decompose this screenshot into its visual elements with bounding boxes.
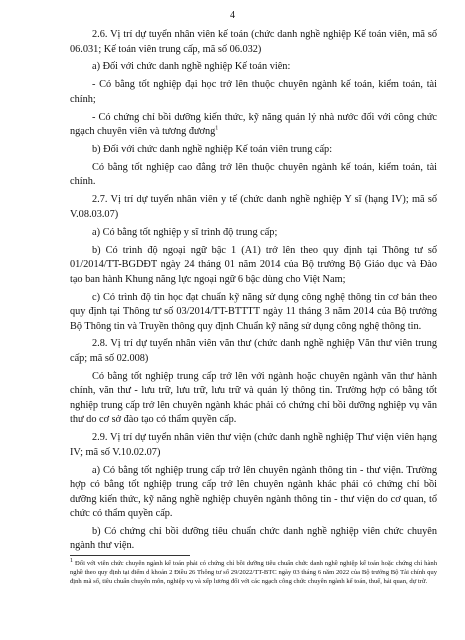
section-2-9-a: a) Có bằng tốt nghiệp trung cấp trở lên chuyên ngành thông tin - thư viện. Trường hợp có bằng tốt nghiệp trung cấp trở lên chuyên ngành khác phải có chứng chỉ bồi dưỡng kiến thức, kỹ năng nghề nghiệp chuyên ngành thông tin - thư viện do cơ quan, tổ chức có thẩm quyền cấp.	[70, 464, 437, 520]
section-2-6-heading: 2.6. Vị trí dự tuyển nhân viên kế toán (chức danh nghề nghiệp Kế toán viên, mã số 06.031; Kế toán viên trung cấp, mã số 06.032)	[70, 29, 437, 55]
footnote-divider	[70, 555, 190, 556]
section-2-6-b: b) Đối với chức danh nghề nghiệp Kế toán viên trung cấp:	[92, 144, 333, 156]
footnote-number: 1	[70, 557, 73, 564]
footnote	[70, 559, 437, 587]
section-2-6-a-item-1: - Có bằng tốt nghiệp đại học trở lên thuộc chuyên ngành kế toán, kiểm toán, tài chính;	[70, 79, 437, 105]
section-2-7-a: a) Có bằng tốt nghiệp y sĩ trình độ trung cấp;	[92, 226, 278, 238]
section-2-6-a: a) Đối với chức danh nghề nghiệp Kế toán viên:	[92, 61, 291, 73]
page-number: 4	[230, 10, 235, 21]
document-body	[70, 28, 437, 557]
footnote-text: Đối với viên chức chuyên ngành kế toán phải có chứng chỉ bồi dưỡng tiêu chuẩn chức danh nghề nghiệp kế toán hoặc chứng chỉ hành nghề theo quy định tại điểm d khoản 2 Điều 26 Thông tư số 29/2022/TT-BTC ngày 03 tháng 6 năm 2022 của Bộ trưởng Bộ Tài chính quy định mã số, tiêu chuẩn chuyên môn, nghiệp vụ và xếp lương đối với các ngạch công chức chuyên ngành kế toán, thuế, hải quan, dự trữ.	[70, 560, 437, 586]
footnote-marker: 1	[215, 125, 219, 132]
section-2-7-c: c) Có trình độ tin học đạt chuẩn kỹ năng sử dụng công nghệ thông tin cơ bản theo quy định tại Thông tư số 03/2014/TT-BTTTT ngày 11 tháng 3 năm 2014 của Bộ trưởng Bộ Thông tin và Truyền thông quy định Chuẩn kỹ năng sử dụng công nghệ thông tin.	[70, 291, 437, 332]
section-2-8-heading: 2.8. Vị trí dự tuyển nhân viên văn thư (chức danh nghề nghiệp Văn thư viên trung cấp; mã số 02.008)	[70, 338, 437, 364]
section-2-9-heading: 2.9. Vị trí dự tuyển nhân viên thư viện (chức danh nghề nghiệp Thư viện viên hạng IV; mã số V.10.02.07)	[70, 432, 437, 458]
section-2-8-text: Có bằng tốt nghiệp trung cấp trở lên với ngành hoặc chuyên ngành văn thư hành chính, văn thư - lưu trữ, lưu trữ, lưu trữ và quản lý thông tin. Trường hợp có bằng tốt nghiệp trung cấp trở lên chuyên ngành khác phải có chứng chỉ bồi dưỡng nghiệp vụ văn thư do cơ sở đào tạo có thẩm quyền cấp.	[70, 370, 437, 426]
section-2-9-b: b) Có chứng chỉ bồi dưỡng tiêu chuẩn chức danh nghề nghiệp viên chức chuyên ngành thư viện.	[70, 525, 437, 552]
section-2-7-b: b) Có trình độ ngoại ngữ bậc 1 (A1) trở lên theo quy định tại Thông tư số 01/2014/TT-BGDĐT ngày 24 tháng 01 năm 2014 của Bộ trưởng Bộ Giáo dục và Đào tạo ban hành Khung năng lực ngoại ngữ 6 bậc dùng cho Việt Nam;	[70, 244, 437, 285]
paragraph-text: - Có chứng chỉ bồi dưỡng kiến thức, kỹ năng quản lý nhà nước đối với công chức ngạch chuyên viên và tương đương	[70, 111, 437, 138]
section-2-7-heading: 2.7. Vị trí dự tuyển nhân viên y tế (chức danh nghề nghiệp Y sĩ (hạng IV); mã số V.08.03.07)	[70, 194, 437, 220]
section-2-6-a-item-2	[70, 111, 437, 140]
section-2-6-b-text: Có bằng tốt nghiệp cao đẳng trở lên thuộc chuyên ngành kế toán, kiểm toán, tài chính.	[70, 161, 437, 188]
